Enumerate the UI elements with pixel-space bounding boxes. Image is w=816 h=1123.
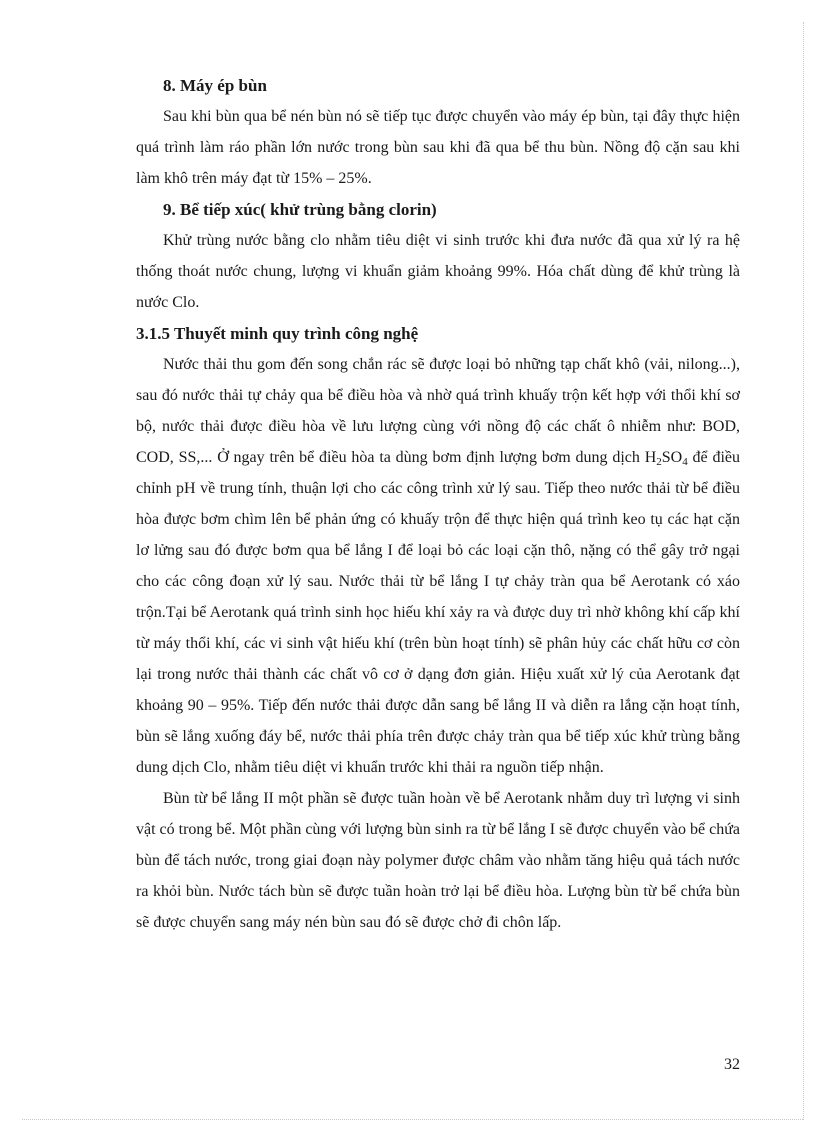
section-9-paragraph: Khử trùng nước bằng clo nhằm tiêu diệt vi sinh trước khi đưa nước đã qua xử lý ra hệ thống thoát nước chung, lượng vi khuẩn giảm khoảng 99%. Hóa chất dùng để khử trùng là nước Clo. (136, 232, 740, 311)
formula-h: H (644, 449, 657, 466)
paragraph-1-text-start: Nước thải thu gom đến song chắn rác sẽ được loại bỏ những tạp chất khô (vải, nilong...), sau đó nước thải tự chảy qua bể điều hòa và nhờ quá trình khuấy trộn kết hợp với thổi khí sơ bộ, nước thải được điều hòa về lưu lượng cùng với nồng độ các chất ô nhiễm như: BOD, COD, SS,... Ở ngay trên bể điều hòa ta dùng bơm định lượng bơm dung dịch (136, 356, 740, 466)
section-8-heading: 8. Máy ép bùn (163, 76, 267, 95)
formula-so-subscript: 4 (682, 456, 688, 468)
page-border-right (803, 22, 804, 1120)
page-number: 32 (724, 1056, 740, 1073)
paragraph-1-text-end: để điều chỉnh pH về trung tính, thuận lợi cho các công trình xử lý sau. Tiếp theo nước thải từ bể điều hòa được bơm chìm lên bể phản ứng có khuấy trộn để thực hiện quá trình keo tụ các hạt cặn lơ lửng sau đó được bơm qua bể lắng I để loại bỏ các loại cặn thô, nặng có thể gây trở ngại cho các công đoạn xử lý sau. Nước thải từ bể lắng I tự chảy tràn qua bể Aerotank có xáo trộn.Tại bể Aerotank quá trình sinh học hiếu khí xảy ra và được duy trì nhờ không khí cấp khí từ máy thổi khí, các vi sinh vật hiếu khí (trên bùn hoạt tính) sẽ phân hủy các chất hữu cơ còn lại trong nước thải thành các chất vô cơ ở dạng đơn giản. Hiệu xuất xử lý của Aerotank đạt khoảng 90 – 95%. Tiếp đến nước thải được dẫn sang bể lắng II và diễn ra lắng cặn hoạt tính, bùn sẽ lắng xuống đáy bể, nước thải phía trên được chảy tràn qua bể tiếp xúc khử trùng bằng dung dịch Clo, nhằm tiêu diệt vi khuẩn trước khi thải ra nguồn tiếp nhận. (136, 449, 740, 776)
section-9-heading: 9. Bể tiếp xúc( khử trùng bằng clorin) (163, 200, 437, 219)
page-border-bottom (22, 1119, 803, 1120)
section-8-paragraph: Sau khi bùn qua bể nén bùn nó sẽ tiếp tục được chuyển vào máy ép bùn, tại đây thực hiện quá trình làm ráo phần lớn nước trong bùn sau khi đã qua bể thu bùn. Nồng độ cặn sau khi làm khô trên máy đạt từ 15% – 25%. (136, 108, 740, 187)
section-3-1-5-paragraph-2: Bùn từ bể lắng II một phần sẽ được tuần hoàn về bể Aerotank nhằm duy trì lượng vi sinh vật có trong bể. Một phần cùng với lượng bùn sinh ra từ bể lắng I sẽ được chuyển vào bể chứa bùn để tách nước, trong giai đoạn này polymer được châm vào nhằm tăng hiệu quả tách nước ra khỏi bùn. Nước tách bùn sẽ được tuần hoàn trở lại bể điều hòa. Lượng bùn từ bể chứa bùn sẽ được chuyển sang máy nén bùn sau đó sẽ được chở đi chôn lấp. (136, 790, 740, 931)
page-content (136, 70, 740, 938)
formula-so: SO (661, 449, 683, 466)
formula-h-subscript: 2 (656, 456, 662, 468)
section-3-1-5-paragraph-1 (136, 349, 740, 783)
section-3-1-5-heading: 3.1.5 Thuyết minh quy trình công nghệ (136, 324, 419, 343)
chemical-formula-h2so4 (645, 449, 688, 466)
